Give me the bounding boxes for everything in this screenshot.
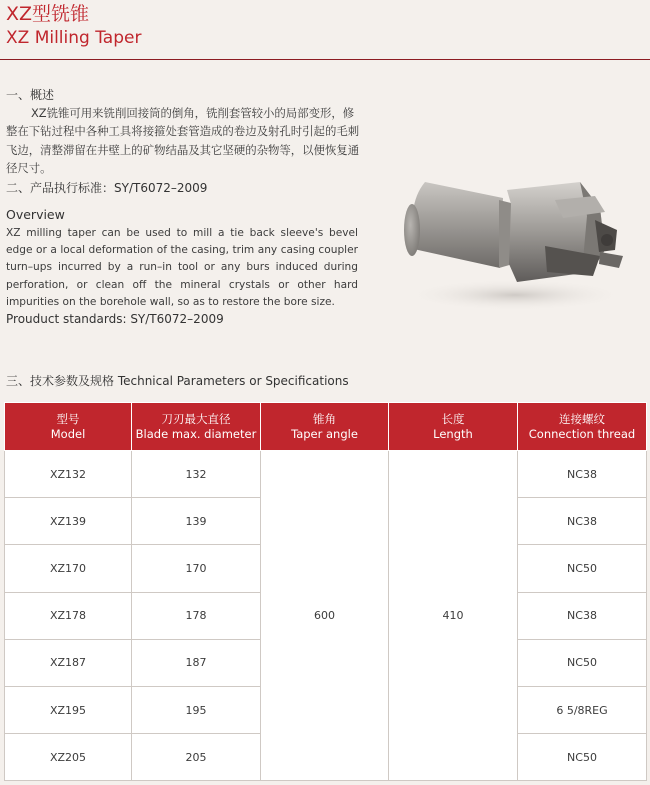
cell-diameter: 132 [132,451,261,498]
cell-thread: NC50 [518,734,647,781]
header-length: 长度 Length [389,403,518,451]
page-title-cn: XZ型铣锥 [6,3,90,25]
cell-thread: NC38 [518,592,647,639]
cell-model: XZ139 [5,498,132,545]
cell-thread: 6 5/8REG [518,686,647,733]
cell-diameter: 205 [132,734,261,781]
cell-model: XZ132 [5,451,132,498]
table-row [5,451,647,498]
header-model: 型号 Model [5,403,132,451]
header-divider [0,59,650,60]
cell-model: XZ170 [5,545,132,592]
table-header-row [5,403,647,451]
cell-thread: NC38 [518,498,647,545]
cell-model: XZ205 [5,734,132,781]
cell-diameter: 187 [132,639,261,686]
specs-heading: 三、技术参数及规格 Technical Parameters or Specifications [6,374,349,388]
overview-cn-text: XZ铣锥可用来铣削回接筒的倒角，铣削套管较小的局部变形，修整在下钻过程中各种工具将接箍处套管造成的卷边及射孔时引起的毛刺飞边，清整滞留在井壁上的矿物结晶及其它坚硬的杂物等，以便恢复通径尺寸。 [6,106,360,175]
standard-en: Prouduct standards: SY/T6072–2009 [6,312,224,326]
specifications-table [4,402,647,781]
overview-en-text: XZ milling taper can be used to mill a tie back sleeve's bevel edge or a local deformation of the casing, trim any casing coupler turn–ups incurred by a run–in tool or any burs induced during perforation, or clean off the mineral crystals or other hard impurities on the borehole wall, so as to restore the bore size. [6,227,358,308]
milling-taper-product-image [395,160,635,320]
cell-taper-angle: 600 [261,451,389,781]
cell-diameter: 195 [132,686,261,733]
overview-cn-heading: 一、概述 [6,88,55,102]
cell-model: XZ195 [5,686,132,733]
page-title-en: XZ Milling Taper [6,28,142,48]
cell-model: XZ187 [5,639,132,686]
cell-thread: NC50 [518,639,647,686]
header-diameter: 刀刃最大直径 Blade max. diameter [132,403,261,451]
standard-cn: 二、产品执行标准：SY/T6072–2009 [6,181,208,195]
cell-diameter: 178 [132,592,261,639]
cell-thread: NC50 [518,545,647,592]
cell-diameter: 170 [132,545,261,592]
cell-model: XZ178 [5,592,132,639]
header-taper-angle: 锥角 Taper angle [261,403,389,451]
cell-diameter: 139 [132,498,261,545]
header-connection-thread: 连接螺纹 Connection thread [518,403,647,451]
cell-thread: NC38 [518,451,647,498]
cell-length: 410 [389,451,518,781]
overview-en-heading: Overview [6,207,65,222]
